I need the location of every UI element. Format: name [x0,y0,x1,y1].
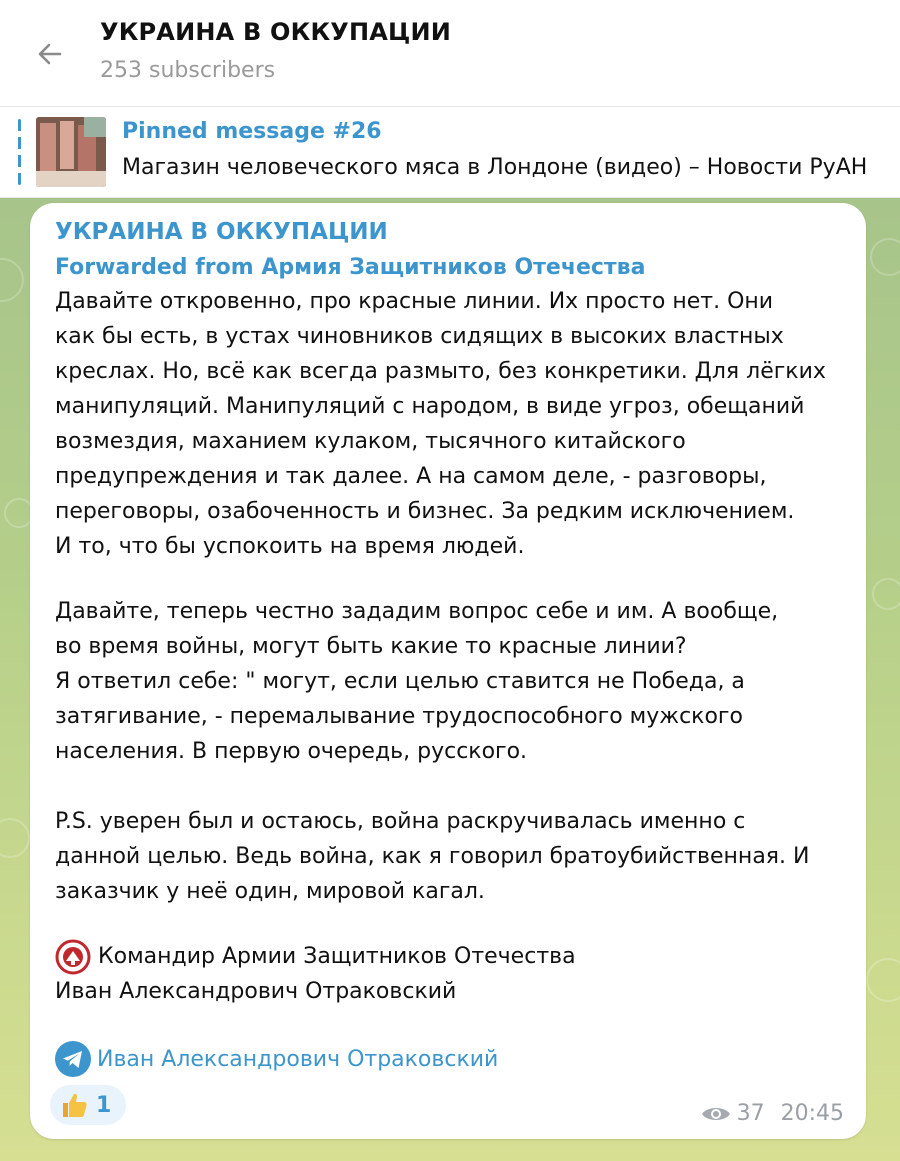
message-text-line: И то, что бы успокоить на время людей. [55,534,525,559]
message-bubble[interactable] [30,203,866,1139]
signature-line: Иван Александрович Отраковский [55,979,457,1004]
message-text-line: затягивание, - перемалывание трудоспособного мужского [55,704,743,729]
message-sender[interactable]: УКРАИНА В ОККУПАЦИИ [55,219,388,245]
pinned-thumbnail [36,117,106,187]
back-button[interactable] [28,32,72,76]
eye-icon [701,1104,731,1124]
pinned-title: Pinned message #26 [122,119,382,144]
pinned-text: Магазин человеческого мяса в Лондоне (видео) – Новости РуАН [122,155,868,180]
back-arrow-icon [34,38,66,70]
thumbs-up-icon [60,1091,88,1119]
telegram-icon [55,1041,91,1077]
pinned-message-bar[interactable] [0,107,900,198]
view-count: 37 [736,1101,765,1126]
signature-line: Командир Армии Защитников Отечества [98,944,576,969]
subscriber-count: 253 subscribers [100,58,276,83]
reaction-thumbs-up[interactable] [50,1085,126,1125]
channel-title[interactable]: УКРАИНА В ОККУПАЦИИ [100,18,452,46]
message-meta [701,1101,844,1126]
message-text-line: как бы есть, в устах чиновников сидящих в высоких властных [55,324,784,349]
telegram-link-text: Иван Александрович Отраковский [97,1046,499,1072]
message-text-line: Давайте откровенно, про красные линии. Их просто нет. Они [55,289,774,314]
message-text-line: заказчик у неё один, мировой кагал. [55,879,485,904]
message-text-line: манипуляций. Манипуляций с народом, в виде угроз, обещаний [55,394,805,419]
message-text-line: креслах. Но, всё как всегда размыто, без конкретики. Для лёгких [55,359,826,384]
message-text-line: переговоры, озабоченность и бизнес. За редким исключением. [55,499,795,524]
forwarded-from[interactable]: Forwarded from Армия Защитников Отечества [55,255,646,280]
message-text-line: P.S. уверен был и остаюсь, война раскручивалась именно с [55,809,746,834]
message-text-line: предупреждения и так далее. А на самом деле, - разговоры, [55,464,767,489]
message-text-line: во время войны, могут быть какие то красные линии? [55,634,687,659]
emblem-icon [55,939,91,975]
message-text-line: данной целью. Ведь война, как я говорил братоубийственная. И [55,844,810,869]
pinned-indicator [18,119,21,185]
reaction-count: 1 [96,1092,112,1118]
message-time: 20:45 [780,1101,844,1126]
telegram-link[interactable] [55,1041,498,1077]
message-text-line: Давайте, теперь честно зададим вопрос себе и им. А вообще, [55,599,779,624]
channel-header [0,0,900,107]
message-text-line: населения. В первую очередь, русского. [55,739,528,764]
message-text-line: Я ответил себе: " могут, если целью ставится не Победа, а [55,669,745,694]
message-text-line: возмездия, маханием кулаком, тысячного китайского [55,429,686,454]
